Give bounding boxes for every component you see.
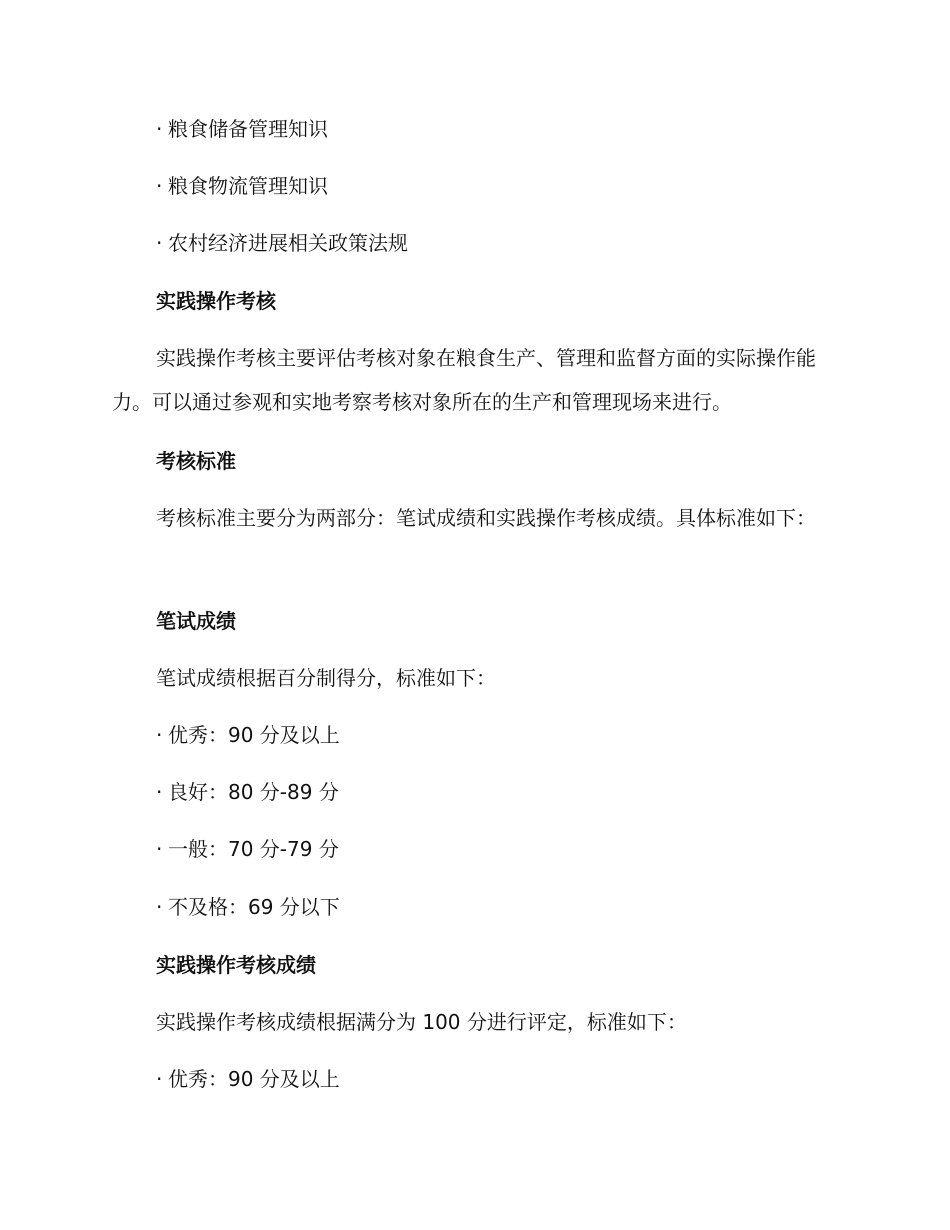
bullet: · xyxy=(156,723,163,747)
list-item xyxy=(156,834,339,864)
list-item-text: 优秀：90 分及以上 xyxy=(168,723,340,747)
paragraph-written-intro: 笔试成绩根据百分制得分，标准如下： xyxy=(156,666,496,690)
section-heading-practice-score: 实践操作考核成绩 xyxy=(156,953,316,977)
list-item xyxy=(156,777,339,807)
bullet: · xyxy=(156,231,163,255)
bullet: · xyxy=(156,1067,163,1091)
list-item xyxy=(156,1064,340,1094)
list-item-text: 粮食物流管理知识 xyxy=(168,174,328,198)
list-item-text: 不及格：69 分以下 xyxy=(168,895,340,919)
list-item xyxy=(156,892,340,922)
list-item-text: 一般：70 分-79 分 xyxy=(168,837,339,861)
paragraph-practice: 实践操作考核主要评估考核对象在粮食生产、管理和监督方面的实际操作能力。可以通过参观和实地考察考核对象所在的生产和管理现场来进行。 xyxy=(112,346,816,414)
section-heading-written: 笔试成绩 xyxy=(156,609,236,633)
list-item xyxy=(156,720,340,750)
paragraph-standard: 考核标准主要分为两部分：笔试成绩和实践操作考核成绩。具体标准如下： xyxy=(156,506,816,530)
bullet: · xyxy=(156,895,163,919)
list-item xyxy=(156,114,328,144)
section-heading-practice: 实践操作考核 xyxy=(156,289,276,313)
list-item xyxy=(156,228,408,258)
list-item-text: 农村经济进展相关政策法规 xyxy=(168,231,408,255)
bullet: · xyxy=(156,117,163,141)
bullet: · xyxy=(156,837,163,861)
section-heading-standard: 考核标准 xyxy=(156,449,236,473)
bullet: · xyxy=(156,780,163,804)
paragraph-practice-score-intro: 实践操作考核成绩根据满分为 100 分进行评定，标准如下： xyxy=(156,1010,687,1034)
bullet: · xyxy=(156,174,163,198)
list-item-text: 优秀：90 分及以上 xyxy=(168,1067,340,1091)
list-item-text: 粮食储备管理知识 xyxy=(168,117,328,141)
list-item xyxy=(156,171,328,201)
list-item-text: 良好：80 分-89 分 xyxy=(168,780,339,804)
